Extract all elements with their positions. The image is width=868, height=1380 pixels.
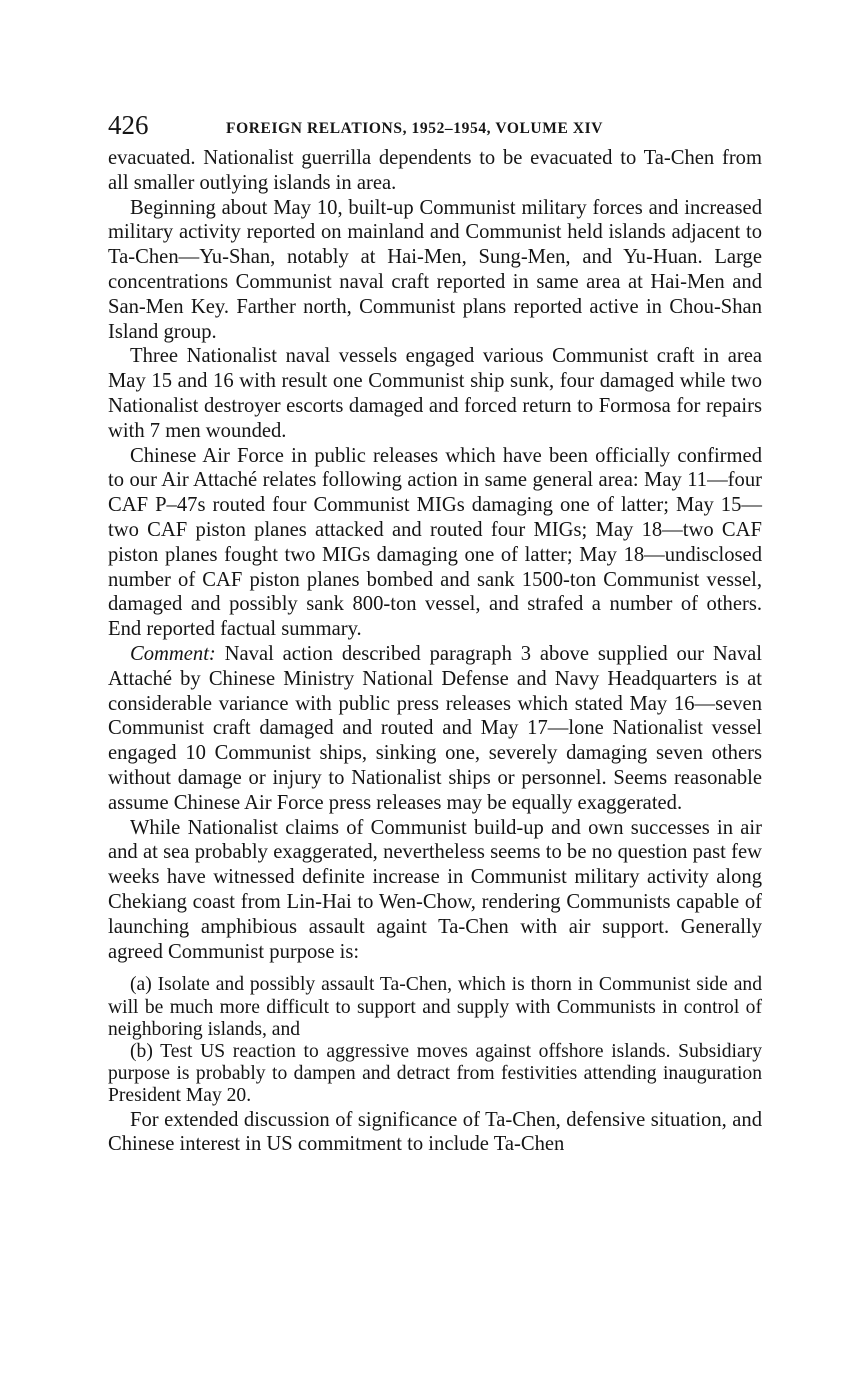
paragraph-6: While Nationalist claims of Communist build-up and own successes in air and at sea probably exaggerated, nevertheless seems to be no question past few weeks have witnessed definite increase in Communist military activity along Chekiang coast from Lin-Hai to Wen-Chow, rendering Communists capable of launching amphibious assault againt Ta-Chen with air support. Generally agreed Communist purpose is: [108, 816, 762, 963]
body-text [108, 146, 762, 1157]
list-item-a: (a) Isolate and possibly assault Ta-Chen, which is thorn in Communist side and will be much more difficult to support and supply with Communists in control of neighboring islands, and [108, 974, 762, 1040]
paragraph-2: Beginning about May 10, built-up Communist military forces and increased military activity reported on mainland and Communist held islands adjacent to Ta-Chen—Yu-Shan, notably at Hai-Men, Sung-Men, and Yu-Huan. Large concentrations Communist naval craft reported in same area at Hai-Men and San-Men Key. Farther north, Communist plans reported active in Chou-Shan Island group. [108, 196, 762, 343]
comment-label: Comment: [130, 642, 216, 665]
document-page [108, 110, 762, 1157]
running-head: FOREIGN RELATIONS, 1952–1954, VOLUME XIV [226, 120, 604, 137]
paragraph-7: For extended discussion of significance of Ta-Chen, defensive situation, and Chinese interest in US commitment to include Ta-Chen [108, 1108, 762, 1156]
paragraph-5 [108, 642, 762, 816]
paragraph-1: evacuated. Nationalist guerrilla dependents to be evacuated to Ta-Chen from all smaller outlying islands in area. [108, 147, 762, 194]
paragraph-3: Three Nationalist naval vessels engaged various Communist craft in area May 15 and 16 with result one Communist ship sunk, four damaged while two Nationalist destroyer escorts damaged and forced return to Formosa for repairs with 7 men wounded. [108, 345, 762, 442]
purpose-list [108, 974, 762, 1107]
comment-text: Naval action described paragraph 3 above supplied our Naval Attaché by Chinese Ministry National Defense and Navy Headquarters is at considerable variance with public press releases which stated May 16—seven Communist craft damaged and routed and May 17—lone Nationalist vessel engaged 10 Communist ships, sinking one, severely damaging seven others without damage or injury to Nationalist ships or personnel. Seems reasonable assume Chinese Air Force press releases may be equally exaggerated. [108, 642, 762, 814]
paragraph-4: Chinese Air Force in public releases which have been officially confirmed to our Air Attaché relates following action in same general area: May 11—four CAF P–47s routed four Communist MIGs damaging one of latter; May 15—two CAF piston planes attacked and routed four MIGs; May 18—two CAF piston planes fought two MIGs damaging one of latter; May 18—undisclosed number of CAF piston planes bombed and sank 1500-ton Communist vessel, damaged and possibly sank 800-ton vessel, and strafed a number of others. End reported factual summary. [108, 444, 762, 641]
page-header [108, 110, 762, 146]
list-item-b: (b) Test US reaction to aggressive moves against offshore islands. Subsidiary purpose is probably to dampen and detract from festivities attending inauguration President May 20. [108, 1040, 762, 1107]
page-number: 426 [108, 110, 149, 140]
